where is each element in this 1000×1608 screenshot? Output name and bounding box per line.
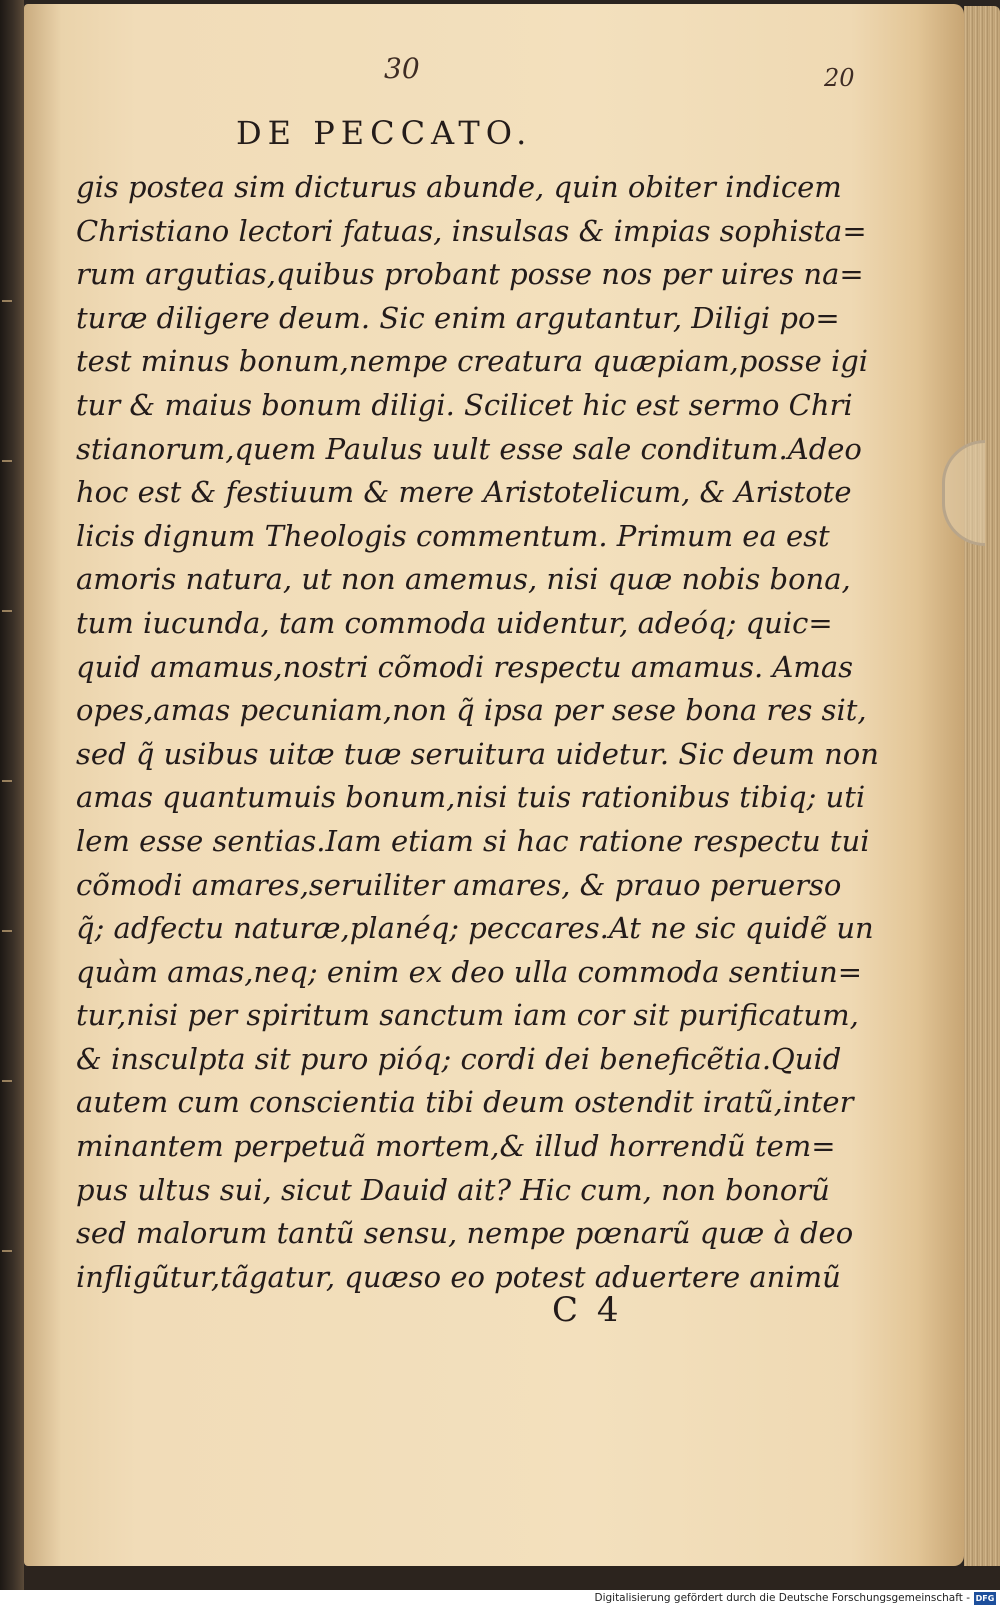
text-line: minantem perpetuã mortem,& illud horrendũ tem= <box>76 1129 836 1164</box>
text-line: rum argutias,quibus probant posse nos per uires na= <box>76 257 864 292</box>
text-line: sed q̃ usibus uitæ tuæ seruitura uidetur. Sic deum non <box>76 736 879 771</box>
signature-mark: C 4 <box>552 1290 623 1330</box>
text-line: q̃; adfectu naturæ,planéq; peccares.At ne sic quidẽ un <box>76 911 874 946</box>
footer-bar <box>0 1590 1000 1608</box>
text-line: & insculpta sit puro pióq; cordi dei beneficẽtia.Quid <box>76 1041 842 1076</box>
book-page <box>24 4 964 1566</box>
dfg-logo: DFG <box>975 1594 995 1603</box>
text-line: turæ diligere deum. Sic enim argutantur, Diligi po= <box>76 300 840 335</box>
book-spine <box>0 0 24 1590</box>
body-text <box>76 166 879 1299</box>
handwritten-page-number: 30 <box>384 52 420 85</box>
page-edges <box>964 6 1000 1582</box>
text-line: amas quantumuis bonum,nisi tuis rationibus tibiq; uti <box>76 780 866 815</box>
text-line: cõmodi amares,seruiliter amares, & prauo peruerso <box>76 867 842 902</box>
text-line: amoris natura, ut non amemus, nisi quæ nobis bona, <box>76 562 851 597</box>
text-line: opes,amas pecuniam,non q̃ ipsa per sese bona res sit, <box>76 693 867 728</box>
text-line: test minus bonum,nempe creatura quæpiam,posse igi <box>76 344 869 379</box>
text-line: tum iucunda, tam commoda uidentur, adeóq; quic= <box>76 605 833 640</box>
text-line: Christiano lectori fatuas, insulsas & impias sophista= <box>76 213 867 248</box>
text-line: pus ultus sui, sicut Dauid ait? Hic cum, non bonorũ <box>76 1172 830 1207</box>
text-line: hoc est & festiuum & mere Aristotelicum, & Aristote <box>76 475 852 510</box>
text-line: stianorum,quem Paulus uult esse sale conditum.Adeo <box>76 431 862 466</box>
text-line: infligũtur,tãgatur, quæso eo potest aduertere animũ <box>76 1259 841 1294</box>
text-line: tur,nisi per spiritum sanctum iam cor sit purificatum, <box>76 998 859 1033</box>
running-head: DE PECCATO. <box>236 114 533 152</box>
handwritten-folio: 20 <box>824 64 855 92</box>
bottom-edge <box>24 1566 1000 1590</box>
text-line: sed malorum tantũ sensu, nempe pœnarũ quæ à deo <box>76 1216 854 1251</box>
text-line: quid amamus,nostri cõmodi respectu amamus. Amas <box>76 649 854 684</box>
text-line: autem cum conscientia tibi deum ostendit iratũ,inter <box>76 1085 854 1120</box>
text-line: licis dignum Theologis commentum. Primum ea est <box>76 518 830 553</box>
text-line: tur & maius bonum diligi. Scilicet hic est sermo Chri <box>76 387 853 422</box>
funding-credit: Digitalisierung gefördert durch die Deutsche Forschungsgemeinschaft - <box>594 1592 970 1604</box>
text-line: gis postea sim dicturus abunde, quin obiter indicem <box>76 170 842 204</box>
text-line: quàm amas,neq; enim ex deo ulla commoda sentiun= <box>76 954 863 989</box>
text-line: lem esse sentias.Iam etiam si hac ratione respectu tui <box>76 823 870 858</box>
